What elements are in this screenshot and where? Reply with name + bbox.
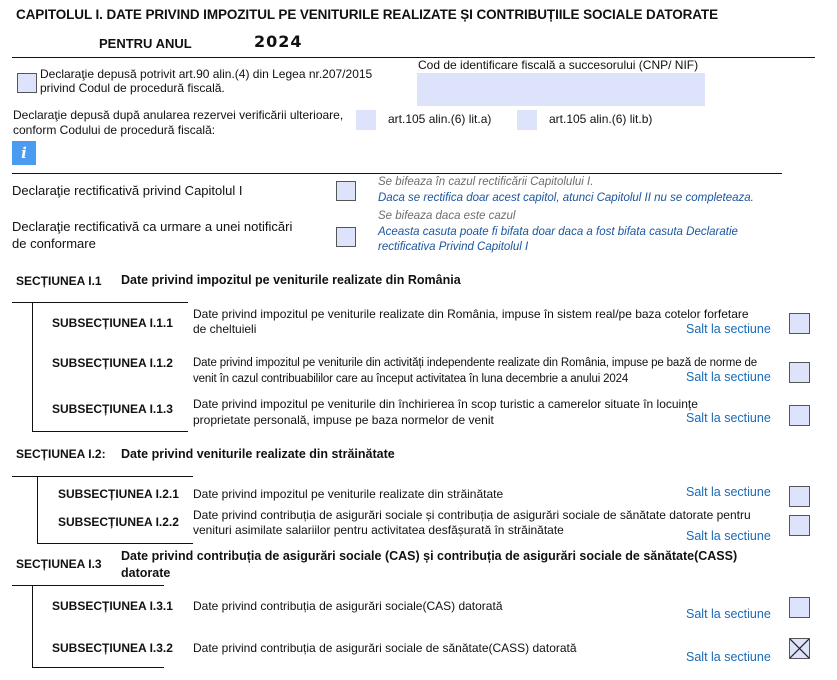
subsection-i22-jump-link[interactable]: Salt la sectiune xyxy=(686,529,771,543)
section-i2-bracket-side xyxy=(37,476,38,544)
subsection-i12-jump-link[interactable]: Salt la sectiune xyxy=(686,370,771,384)
section-i1-bracket-top xyxy=(12,302,188,303)
year-value: 2024 xyxy=(254,32,303,51)
rectification-notice-checkbox[interactable] xyxy=(336,227,356,247)
subsection-i11-checkbox[interactable] xyxy=(789,313,810,334)
subsection-i22-desc-line2: venituri asimilate salariilor pentru activitatea desfășurată în străinătate xyxy=(193,523,564,537)
section-i1-bracket-side xyxy=(32,302,33,432)
subsection-i21-desc-line1: Date privind impozitul pe veniturile realizate din străinătate xyxy=(193,487,504,501)
subsection-i11-jump-link[interactable]: Salt la sectiune xyxy=(686,322,771,336)
art90-declaration-label-line2: privind Codul de procedură fiscală. xyxy=(40,81,225,95)
subsection-i31-desc-line1: Date privind contribuția de asigurări sociale(CAS) datorată xyxy=(193,599,503,613)
section-i3-bracket-top xyxy=(12,585,164,586)
successor-cif-input[interactable] xyxy=(417,73,705,106)
subsection-i13-desc-line2: proprietate personală, impuse pe baza normelor de venit xyxy=(193,413,494,427)
subsection-i12-desc-line2: venit în cazul contribuabililor care au început activitatea în luna decembrie a anului 2024 xyxy=(193,373,629,385)
art105-lit-a-label: art.105 alin.(6) lit.a) xyxy=(388,112,492,126)
subsection-i13-desc-line1: Date privind impozitul pe veniturile din închirierea în scop turistic a camerelor situate în locuințe xyxy=(193,397,698,411)
rectification-notice-hint-blue-line2: rectificativa Privind Capitolul I xyxy=(378,241,529,253)
section-i1-title: Date privind impozitul pe veniturile realizate din România xyxy=(121,273,461,287)
reserve-declaration-label-line1: Declaraţie depusă după anularea rezervei verificării ulterioare, xyxy=(13,108,344,122)
subsection-i12-desc-line1: Date privind impozitul pe veniturile din activități independente realizate din România, impuse pe bază de norme de xyxy=(193,357,757,369)
subsection-i11-desc-line2: de cheltuieli xyxy=(193,322,257,336)
section-i3-code: SECȚIUNEA I.3 xyxy=(16,557,102,571)
subsection-i21-code: SUBSECȚIUNEA I.2.1 xyxy=(58,487,179,501)
art90-declaration-label-line1: Declaraţie depusă potrivit art.90 alin.(4) din Legea nr.207/2015 xyxy=(40,67,373,81)
rectification-notice-hint-grey: Se bifeaza daca este cazul xyxy=(378,210,516,222)
subsection-i21-jump-link[interactable]: Salt la sectiune xyxy=(686,485,771,499)
successor-cif-label: Cod de identificare fiscală a succesorului (CNP/ NIF) xyxy=(418,58,699,72)
info-icon[interactable]: i xyxy=(12,141,36,165)
subsection-i13-checkbox[interactable] xyxy=(789,405,810,426)
section-i3-bracket-side xyxy=(32,585,33,668)
subsection-i11-desc-line1: Date privind impozitul pe veniturile realizate din România, impuse în sistem real/pe baza cotelor forfetare xyxy=(193,307,749,321)
reserve-declaration-label-line2: conform Codului de procedură fiscală: xyxy=(13,123,216,137)
section-i3-title-line2: datorate xyxy=(121,566,171,580)
section-i2-code: SECȚIUNEA I.2: xyxy=(16,447,106,461)
section-i3-title-line1: Date privind contribuția de asigurări sociale (CAS) și contribuția de asigurări sociale de sănătate(CASS) xyxy=(121,549,738,563)
art105-lit-b-checkbox[interactable] xyxy=(517,110,537,130)
subsection-i12-code: SUBSECȚIUNEA I.1.2 xyxy=(52,356,173,370)
subsection-i13-code: SUBSECȚIUNEA I.1.3 xyxy=(52,402,173,416)
art105-lit-b-label: art.105 alin.(6) lit.b) xyxy=(549,112,653,126)
subsection-i12-checkbox[interactable] xyxy=(789,362,810,383)
subsection-i13-jump-link[interactable]: Salt la sectiune xyxy=(686,411,771,425)
art105-lit-a-checkbox[interactable] xyxy=(356,110,376,130)
rectification-chapter-hint-blue: Daca se rectifica doar acest capitol, atunci Capitolul II nu se completeaza. xyxy=(378,192,754,204)
subsection-i32-code: SUBSECȚIUNEA I.3.2 xyxy=(52,641,173,655)
subsection-i32-jump-link[interactable]: Salt la sectiune xyxy=(686,650,771,664)
rectification-notice-label-line2: de conformare xyxy=(12,236,96,251)
section-i3-bracket-bottom xyxy=(32,667,164,668)
rectification-chapter-checkbox[interactable] xyxy=(336,181,356,201)
subsection-i31-code: SUBSECȚIUNEA I.3.1 xyxy=(52,599,173,613)
section-i1-bracket-bottom xyxy=(32,431,188,432)
subsection-i32-checkbox[interactable] xyxy=(789,638,810,659)
subsection-i22-desc-line1: Date privind contribuția de asigurări sociale și contribuția de asigurări sociale de sănătate datorate pentru xyxy=(193,508,751,522)
art90-declaration-checkbox[interactable] xyxy=(17,73,37,93)
subsection-i11-code: SUBSECȚIUNEA I.1.1 xyxy=(52,316,173,330)
rectification-chapter-label: Declaraţie rectificativă privind Capitolul I xyxy=(12,183,243,198)
section-i2-bracket-bottom xyxy=(37,543,193,544)
rectification-notice-label-line1: Declaraţie rectificativă ca urmare a unei notificări xyxy=(12,219,293,234)
subsection-i21-checkbox[interactable] xyxy=(789,486,810,507)
subsection-i22-checkbox[interactable] xyxy=(789,515,810,536)
rectification-chapter-hint-grey: Se bifeaza în cazul rectificării Capitolului I. xyxy=(378,176,594,188)
section-i2-bracket-top xyxy=(12,476,193,477)
subsection-i22-code: SUBSECȚIUNEA I.2.2 xyxy=(58,515,179,529)
year-label: PENTRU ANUL xyxy=(99,36,192,51)
subsection-i32-desc-line1: Date privind contribuția de asigurări sociale de sănătate(CASS) datorată xyxy=(193,641,577,655)
section-i1-code: SECȚIUNEA I.1 xyxy=(16,274,102,288)
section-i2-title: Date privind veniturile realizate din străinătate xyxy=(121,447,395,461)
chapter-title: CAPITOLUL I. DATE PRIVIND IMPOZITUL PE VENITURILE REALIZATE ȘI CONTRIBUȚIILE SOCIALE DATORATE xyxy=(16,7,718,22)
rectification-notice-hint-blue-line1: Aceasta casuta poate fi bifata doar daca a fost bifata casuta Declaratie xyxy=(378,226,738,238)
subsection-i31-checkbox[interactable] xyxy=(789,597,810,618)
subsection-i31-jump-link[interactable]: Salt la sectiune xyxy=(686,607,771,621)
checked-x-icon xyxy=(790,639,809,658)
